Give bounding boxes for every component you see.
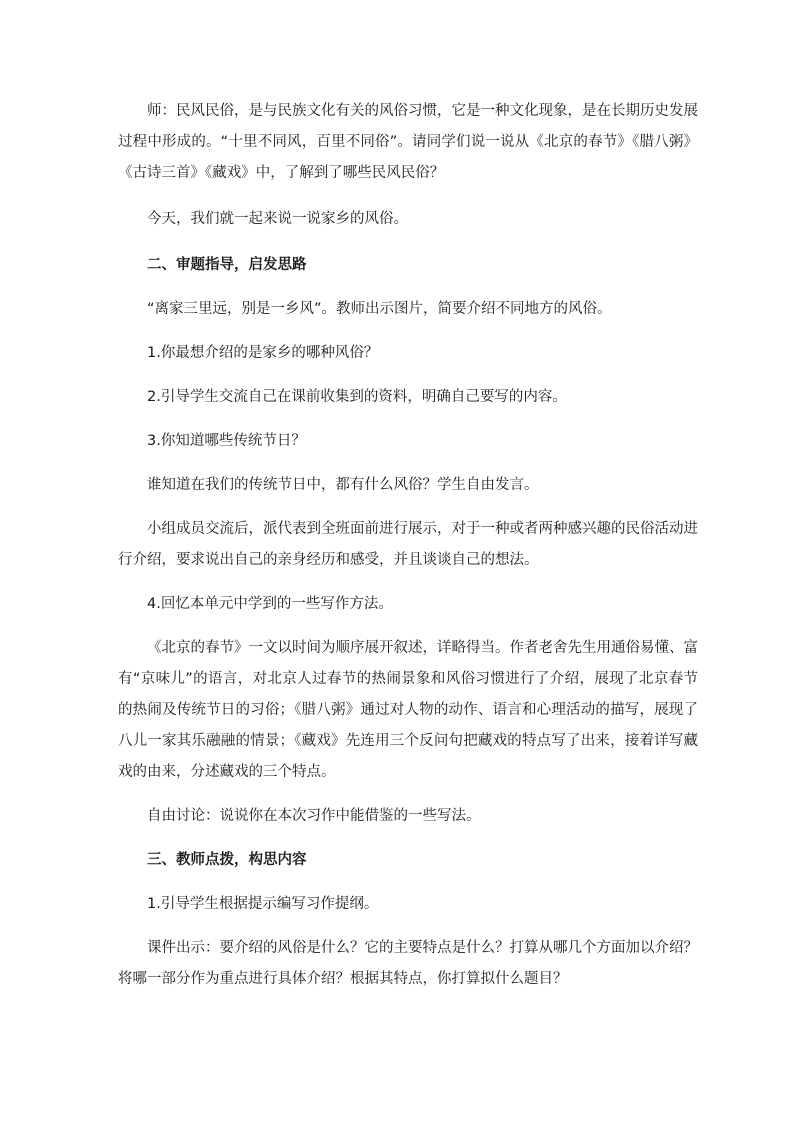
document-page [118,96,698,995]
section-heading-2: 二、审题指导，启发思路 [147,257,307,273]
paragraph-courseware: 课件出示：要介绍的风俗是什么？它的主要特点是什么？打算从哪几个方面加以介绍？将哪一部分作为重点进行具体介绍？根据其特点，你打算拟什么题目？ [118,940,698,987]
paragraph-intro: 师：民风民俗，是与民族文化有关的风俗习惯，它是一种文化现象，是在长期历史发展过程中形成的。“十里不同风，百里不同俗”。请同学们说一说从《北京的春节》《腊八粥》《古诗三首》《藏戏》中，了解到了哪些民风民俗？ [118,103,698,181]
paragraph-group-share: 小组成员交流后，派代表到全班面前进行展示，对于一种或者两种感兴趣的民俗活动进行介绍，要求说出自己的亲身经历和感受，并且谈谈自己的想法。 [118,521,698,568]
list-item-1: 1.你最想介绍的是家乡的哪种风俗？ [147,345,379,361]
list-item-2: 2.引导学生交流自己在课前收集到的资料，明确自己要写的内容。 [147,389,567,405]
paragraph-outline: 1.引导学生根据提示编写习作提纲。 [147,896,379,912]
section-heading-3: 三、教师点拨，构思内容 [147,852,307,868]
list-item-4: 4.回忆本单元中学到的一些写作方法。 [147,596,393,612]
paragraph-discussion: 自由讨论：说说你在本次习作中能借鉴的一些写法。 [147,808,481,824]
paragraph-proverb: “离家三里远，别是一乡风”。教师出示图片，简要介绍不同地方的风俗。 [147,301,612,317]
list-item-3: 3.你知道哪些传统节日？ [147,433,306,449]
paragraph-today: 今天，我们就一起来说一说家乡的风俗。 [147,211,408,227]
paragraph-festival-question: 谁知道在我们的传统节日中，都有什么风俗？学生自由发言。 [147,477,539,493]
paragraph-methods: 《北京的春节》一文以时间为顺序展开叙述，详略得当。作者老舍先生用通俗易懂、富有“京味儿”的语言，对北京人过春节的热闹景象和风俗习惯进行了介绍，展现了北京春节的热闹及传统节日的习俗；《腊八粥》通过对人物的动作、语言和心理活动的描写，展现了八儿一家其乐融融的情景；《藏戏》先连用三个反问句把藏戏的特点写了出来，接着详写藏戏的由来，分述藏戏的三个特点。 [118,640,698,780]
